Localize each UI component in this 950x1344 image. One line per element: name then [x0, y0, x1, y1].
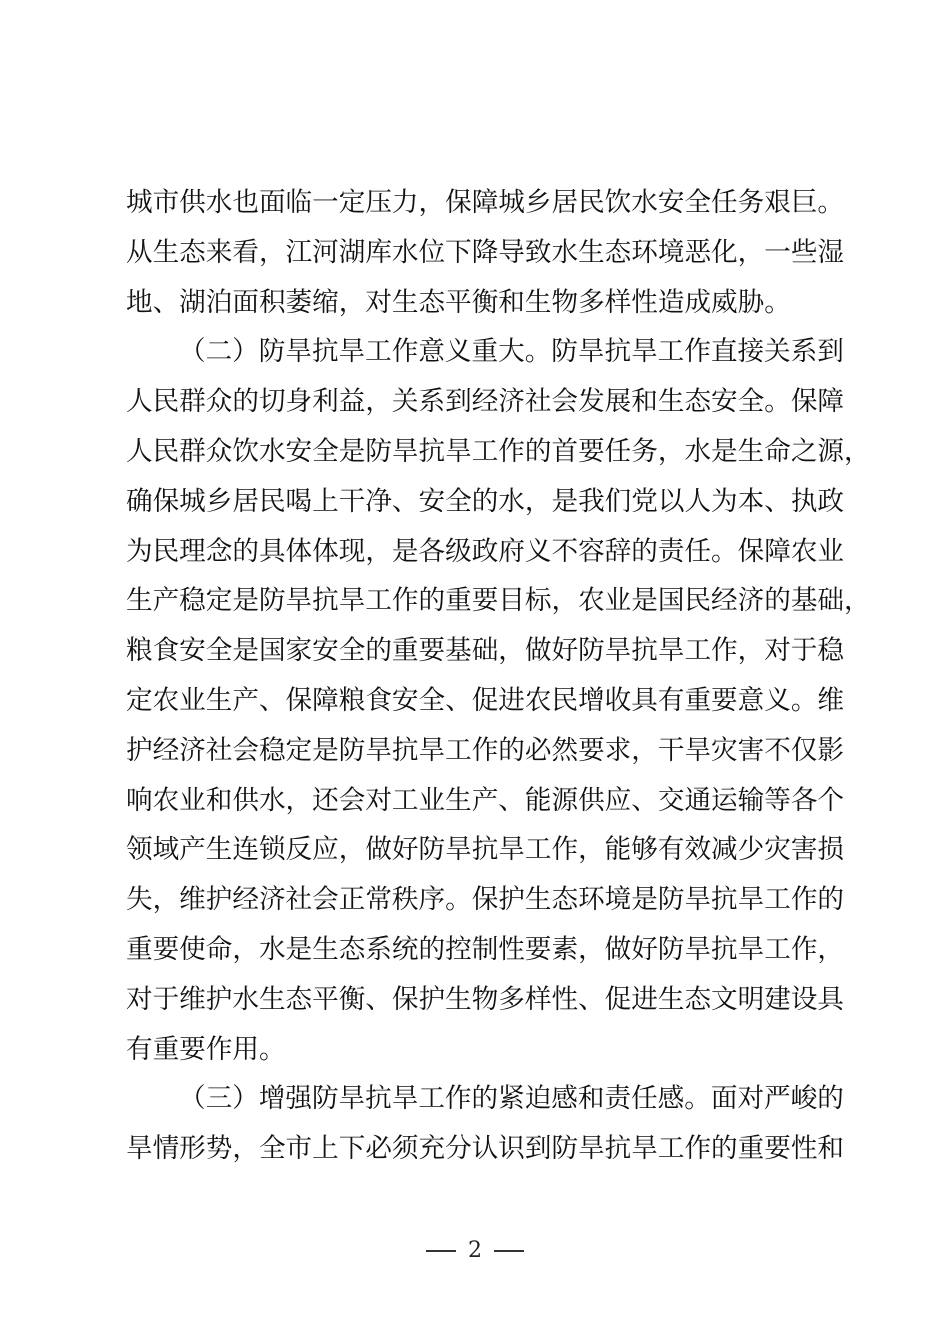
text-line: 从生态来看，江河湖库水位下降导致水生态环境恶化，一些湿 — [126, 236, 845, 268]
text-line: 有重要作用。 — [126, 1033, 286, 1065]
text-line: 护经济社会稳定是防旱抗旱工作的必然要求，干旱灾害不仅影 — [126, 734, 845, 766]
page-number: 2 — [468, 1238, 482, 1263]
text-line: 旱情形势，全市上下必须充分认识到防旱抗旱工作的重要性和 — [126, 1133, 845, 1165]
paragraph-heading-line: （二）防旱抗旱工作意义重大。防旱抗旱工作直接关系到 — [179, 336, 844, 368]
text-line: 重要使命，水是生态系统的控制性要素，做好防旱抗旱工作， — [126, 933, 845, 965]
text-line: 失，维护经济社会正常秩序。保护生态环境是防旱抗旱工作的 — [126, 884, 845, 916]
paragraph-heading-line: （三）增强防旱抗旱工作的紧迫感和责任感。面对严峻的 — [179, 1083, 844, 1115]
text-line: 对于维护水生态平衡、保护生物多样性、促进生态文明建设具 — [126, 983, 845, 1015]
text-line: 人民群众饮水安全是防旱抗旱工作的首要任务，水是生命之源， — [126, 435, 871, 467]
text-line: 定农业生产、保障粮食安全、促进农民增收具有重要意义。维 — [126, 684, 845, 716]
footer-dash-left — [426, 1250, 456, 1252]
text-line: 粮食安全是国家安全的重要基础，做好防旱抗旱工作，对于稳 — [126, 635, 845, 667]
text-line: 响农业和供水，还会对工业生产、能源供应、交通运输等各个 — [126, 784, 845, 816]
text-line: 确保城乡居民喝上干净、安全的水，是我们党以人为本、执政 — [126, 485, 845, 517]
text-line: 人民群众的切身利益，关系到经济社会发展和生态安全。保障 — [126, 386, 845, 418]
text-line: 生产稳定是防旱抗旱工作的重要目标，农业是国民经济的基础， — [126, 585, 871, 617]
text-line: 城市供水也面临一定压力，保障城乡居民饮水安全任务艰巨。 — [126, 187, 845, 218]
footer-dash-right — [494, 1250, 524, 1252]
body-text — [126, 183, 871, 1179]
text-line: 领域产生连锁反应，做好防旱抗旱工作，能够有效减少灾害损 — [126, 834, 845, 866]
text-line: 为民理念的具体体现，是各级政府义不容辞的责任。保障农业 — [126, 535, 845, 567]
text-line: 地、湖泊面积萎缩，对生态平衡和生物多样性造成威胁。 — [126, 286, 791, 318]
page-footer — [0, 1236, 950, 1266]
